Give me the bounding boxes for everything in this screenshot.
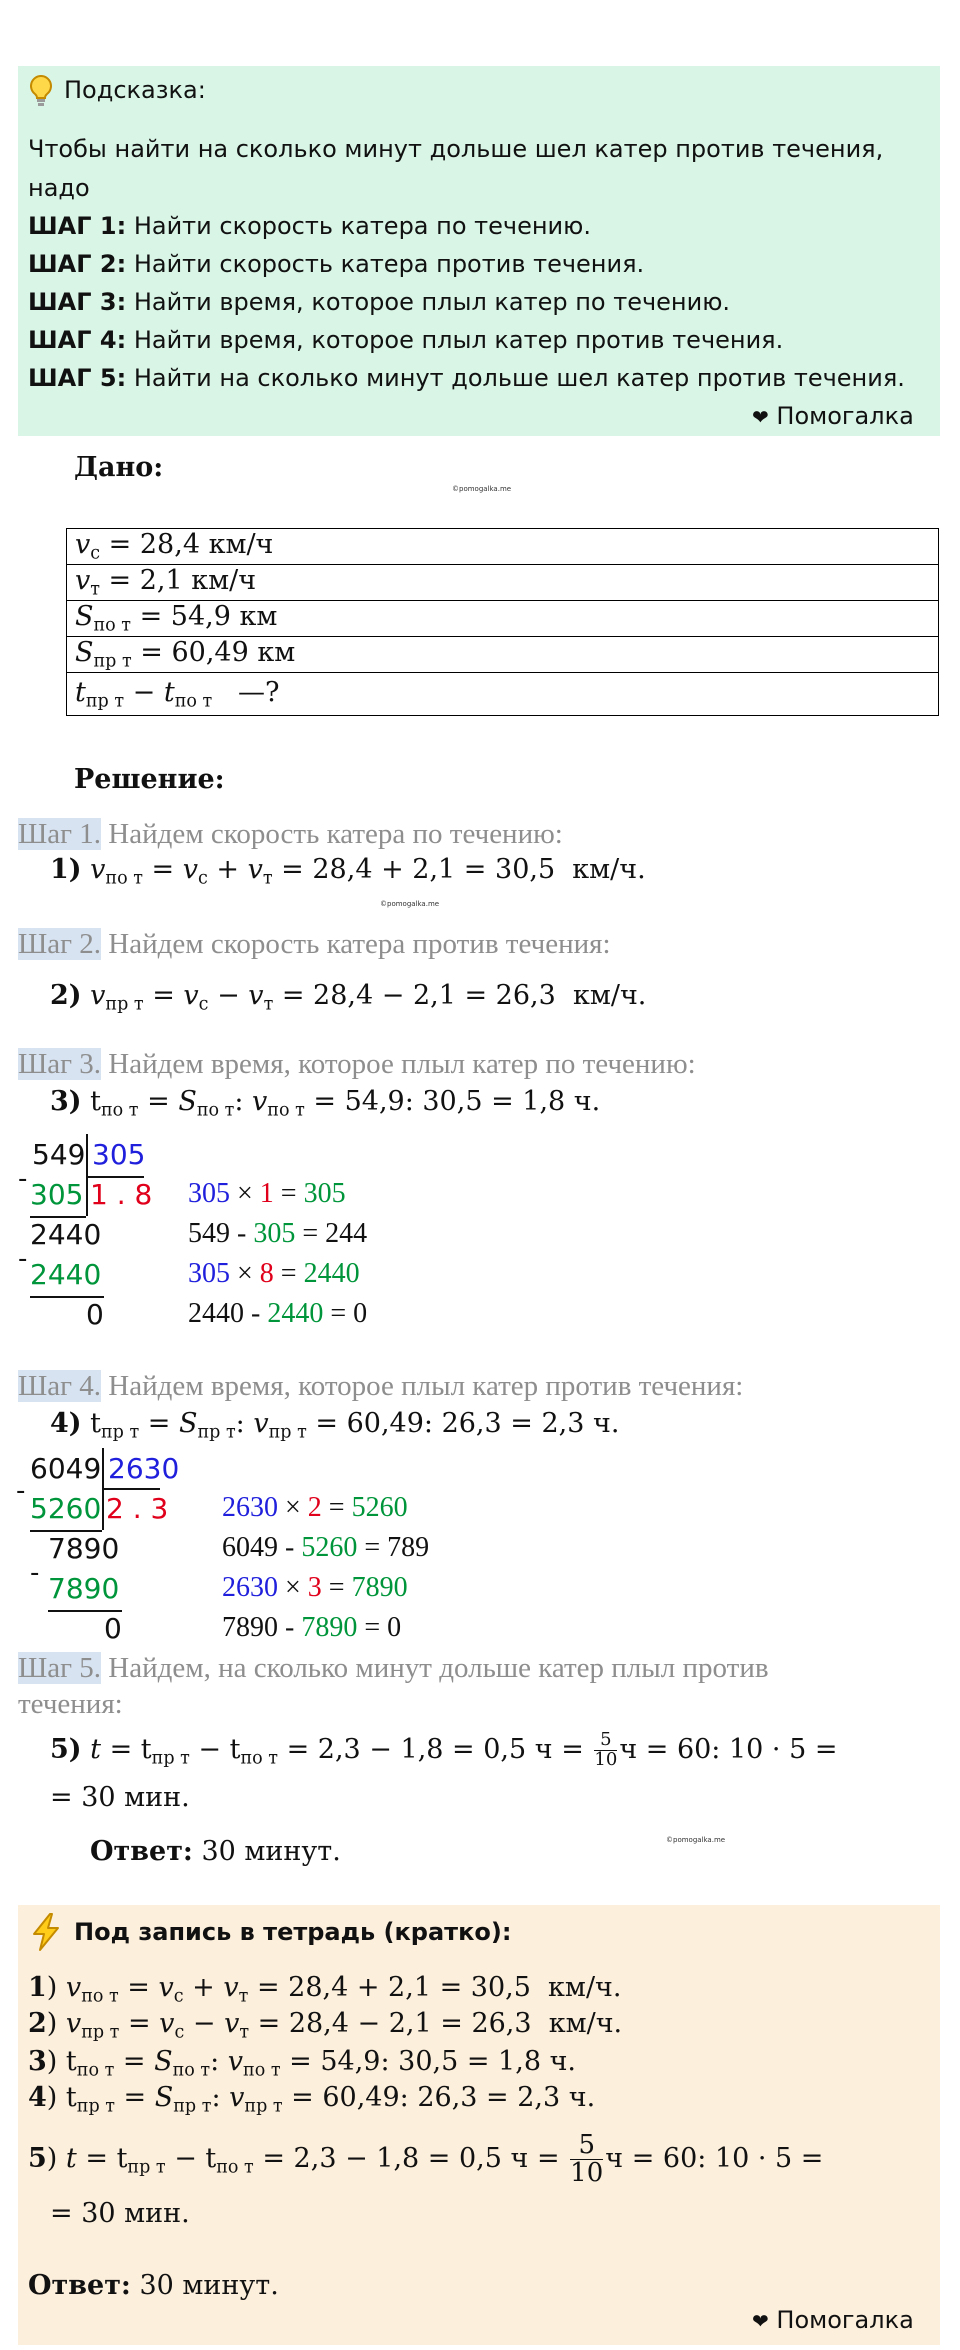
hint-brand: ❤ Помогалка <box>752 402 914 430</box>
short-line-5-result: = 30 мин. <box>50 2198 190 2229</box>
hint-step-5: ШАГ 5: Найти на сколько минут дольше шел катер против течения. <box>28 364 905 392</box>
hint-step-1: ШАГ 1: Найти скорость катера по течению. <box>28 212 591 240</box>
step-5-heading-cont: течения: <box>18 1688 123 1720</box>
hint-intro: Чтобы найти на сколько минут дольше шел катер против течения, <box>28 135 884 163</box>
watermark: ©pomogalka.me <box>452 485 512 493</box>
short-line-2: 2) $v_{пр т} = v_с - v_т = 28,4 - 2,1 = 26,3$ км/ч. <box>28 2008 623 2043</box>
step-3-heading: Шаг 3. Найдем время, которое плыл катер по течению: <box>18 1048 696 1080</box>
given-table <box>66 528 939 716</box>
given-question: $t_{пр т} - t_{по т}$ —? <box>67 673 939 716</box>
division-note: 2630 × 2 = 5260 <box>222 1492 408 1523</box>
step-5-formula: 5) $t = t_{пр т} - t_{по т} = 2,3 - 1,8 = 0,5$ ч = $\frac{5}{10}$ ч = 60: 10 · 5 = <box>50 1729 838 1770</box>
short-line-3: 3) $t_{по т} = S_{по т}$: $v_{по т} = 54,9$: 30,5 = 1,8 ч. <box>28 2046 577 2081</box>
short-title: Под запись в тетрадь (кратко): <box>74 1918 512 1946</box>
hint-step-4: ШАГ 4: Найти время, которое плыл катер против течения. <box>28 326 784 354</box>
given-title: Дано: <box>74 452 164 483</box>
division-note: 549 - 305 = 244 <box>188 1218 368 1249</box>
watermark: ©pomogalka.me <box>380 900 440 908</box>
division-note: 2440 - 2440 = 0 <box>188 1298 368 1329</box>
given-row: $v_с = 28,4$ км/ч <box>67 529 939 565</box>
hint-title: Подсказка: <box>64 76 206 104</box>
hint-step-2: ШАГ 2: Найти скорость катера против течения. <box>28 250 645 278</box>
given-row: $S_{по т} = 54,9$ км <box>67 601 939 637</box>
watermark: ©pomogalka.me <box>666 1836 726 1844</box>
step-1-formula: 1) $v_{по т} = v_с + v_т = 28,4 + 2,1 = 30,5$ км/ч. <box>50 854 646 889</box>
division-note: 305 × 8 = 2440 <box>188 1258 360 1289</box>
step-4-heading: Шаг 4. Найдем время, которое плыл катер против течения: <box>18 1370 744 1402</box>
division-note: 6049 - 5260 = 789 <box>222 1532 430 1563</box>
step-5-heading: Шаг 5. Найдем, на сколько минут дольше катер плыл против <box>18 1652 769 1684</box>
division-note: 7890 - 7890 = 0 <box>222 1612 402 1643</box>
hint-intro-cont: надо <box>28 174 90 202</box>
heart-icon: ❤ <box>752 405 769 429</box>
short-brand: ❤ Помогалка <box>752 2306 914 2334</box>
step-2-formula: 2) $v_{пр т} = v_с - v_т = 28,4 - 2,1 = 26,3$ км/ч. <box>50 980 647 1015</box>
solution-title: Решение: <box>74 764 225 795</box>
step-2-heading: Шаг 2. Найдем скорость катера против течения: <box>18 928 611 960</box>
step-1-heading: Шаг 1. Найдем скорость катера по течению: <box>18 818 563 850</box>
short-line-5: 5) $t = t_{пр т} - t_{по т} = 2,3 - 1,8 = 0,5$ ч = $\frac{5}{10}$ ч = 60: 10 · 5 = <box>28 2129 824 2188</box>
step-5-result: = 30 мин. <box>50 1782 190 1813</box>
lightning-icon <box>28 1912 64 1956</box>
short-answer: Ответ: 30 минут. <box>28 2270 279 2301</box>
given-row: $v_т = 2,1$ км/ч <box>67 565 939 601</box>
division-note: 305 × 1 = 305 <box>188 1178 346 1209</box>
hint-step-3: ШАГ 3: Найти время, которое плыл катер по течению. <box>28 288 731 316</box>
given-row: $S_{пр т} = 60,49$ км <box>67 637 939 673</box>
step-3-formula: 3) $t_{по т} = S_{по т}$: $v_{по т} = 54,9$: 30,5 = 1,8 ч. <box>50 1086 601 1121</box>
short-line-1: 1) $v_{по т} = v_с + v_т = 28,4 + 2,1 = 30,5$ км/ч. <box>28 1972 622 2007</box>
division-note: 2630 × 3 = 7890 <box>222 1572 408 1603</box>
short-line-4: 4) $t_{пр т} = S_{пр т}$: $v_{пр т} = 60,49$: 26,3 = 2,3 ч. <box>28 2082 596 2117</box>
step-4-formula: 4) $t_{пр т} = S_{пр т}$: $v_{пр т} = 60,49$: 26,3 = 2,3 ч. <box>50 1408 620 1443</box>
lightbulb-icon <box>28 74 54 112</box>
answer: Ответ: 30 минут. <box>90 1836 341 1867</box>
heart-icon: ❤ <box>752 2309 769 2333</box>
